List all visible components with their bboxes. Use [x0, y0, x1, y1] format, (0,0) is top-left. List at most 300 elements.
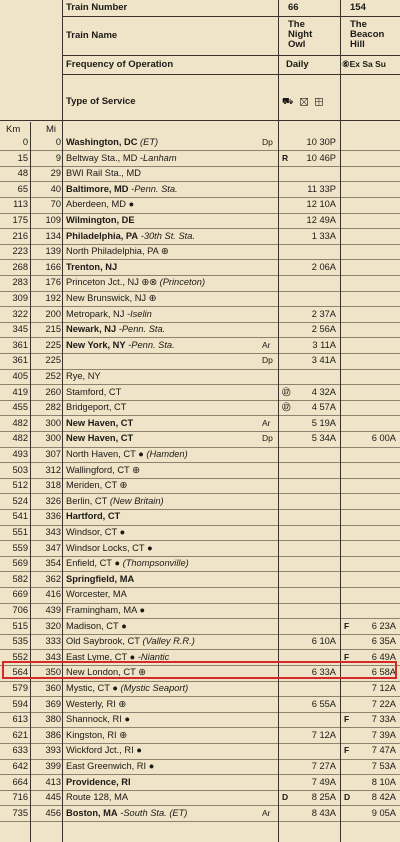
table-row [0, 197, 400, 213]
station-name [66, 619, 266, 635]
train-a-name-line: The [288, 19, 305, 30]
station-name [66, 322, 266, 338]
service-label: Type of Service [66, 96, 136, 107]
station-name [66, 400, 266, 416]
mi-value: 343 [45, 527, 61, 537]
table-row [0, 463, 400, 479]
km-value: 642 [12, 761, 28, 771]
km-value: 552 [12, 651, 28, 662]
train-a-flag: R [282, 152, 289, 163]
station-name [66, 525, 266, 541]
station-name-text: Washington, DC [66, 137, 138, 147]
station-name-text: East Greenwich, RI ● [66, 761, 155, 771]
station-name-text: Windsor Locks, CT ● [66, 542, 153, 553]
station-name [66, 541, 266, 557]
station-name-text: New Brunswick, NJ ⊕ [66, 293, 157, 303]
table-row [0, 322, 400, 338]
mi-value: 166 [45, 261, 61, 272]
station-name-text: Baltimore, MD [66, 183, 129, 194]
km-value: 669 [12, 589, 28, 600]
km-value: 512 [12, 480, 28, 491]
table-row [0, 743, 400, 759]
table-row [0, 182, 400, 198]
station-suffix: -30th St. Sta. [138, 230, 195, 241]
train-a-frequency: Daily [286, 59, 309, 70]
station-name [66, 166, 266, 182]
station-suffix: (Hamden) [143, 449, 188, 459]
table-row [0, 634, 400, 650]
station-name [66, 603, 266, 619]
station-name [66, 260, 266, 276]
station-name-text: North Philadelphia, PA ⊕ [66, 246, 169, 257]
station-name-text: Windsor, CT ● [66, 527, 126, 537]
train-b-flag: F [344, 714, 350, 725]
train-number-label: Train Number [66, 2, 128, 13]
train-a-time: 5 34A [311, 433, 336, 444]
train-b-name-line: The [350, 19, 367, 30]
train-b-time: 6 00A [371, 433, 396, 444]
table-row [0, 353, 400, 369]
train-b-time: 9 05A [371, 807, 396, 818]
km-value: 345 [12, 324, 28, 335]
km-value: 551 [12, 527, 28, 537]
train-a-time: 5 19A [311, 417, 336, 428]
train-b-time: 7 12A [371, 683, 396, 693]
station-suffix: -Niantic [135, 651, 170, 662]
mi-value: 333 [45, 636, 61, 647]
divider [62, 55, 400, 56]
arrive-depart-flag: Dp [262, 433, 273, 444]
train-a-time: 4 57A [311, 402, 336, 413]
mi-value: 109 [45, 215, 61, 225]
km-value: 541 [12, 511, 28, 522]
table-row [0, 572, 400, 588]
train-a-time: 7 12A [311, 729, 336, 740]
train-a-time: 8 43A [311, 807, 336, 818]
km-value: 613 [12, 714, 28, 725]
km-label: Km [6, 124, 21, 135]
mi-value: 9 [55, 152, 61, 163]
train-b-time: 8 10A [371, 776, 396, 787]
station-suffix: -Penn. Sta. [125, 339, 175, 350]
station-suffix: (Thompsonville) [120, 558, 189, 569]
train-a-flag: ⑰ [282, 402, 291, 413]
station-name-text: Wilmington, DE [66, 215, 135, 225]
station-name-text: Kingston, RI ⊕ [66, 729, 128, 740]
table-row [0, 681, 400, 697]
train-a-time: 2 37A [311, 308, 336, 319]
train-b-frequency [342, 59, 386, 70]
station-name [66, 759, 266, 775]
km-value: 15 [17, 152, 28, 163]
row-divider [0, 821, 400, 822]
mi-value: 369 [45, 698, 61, 709]
station-name [66, 775, 266, 791]
station-name [66, 291, 266, 307]
table-row [0, 712, 400, 728]
km-value: 594 [12, 698, 28, 709]
station-name-text: Philadelphia, PA [66, 230, 139, 241]
train-name-label: Train Name [66, 30, 118, 41]
station-name-text: Metropark, NJ [66, 308, 125, 319]
mi-value: 456 [45, 807, 61, 818]
mi-value: 29 [50, 168, 61, 179]
station-name [66, 478, 266, 494]
table-row [0, 416, 400, 432]
table-row [0, 291, 400, 307]
table-row [0, 806, 400, 822]
train-b-frequency-text: Ex Sa Su [349, 59, 387, 69]
mi-value: 386 [45, 729, 61, 740]
divider [0, 120, 400, 121]
station-name [66, 790, 266, 806]
table-row [0, 400, 400, 416]
mi-value: 312 [45, 464, 61, 475]
station-name [66, 135, 266, 151]
station-name [66, 463, 266, 479]
station-name [66, 572, 266, 588]
km-value: 735 [12, 807, 28, 818]
mi-value: 225 [45, 355, 61, 366]
mi-value: 300 [45, 433, 61, 444]
train-b-name [350, 20, 384, 50]
mi-value: 282 [45, 402, 61, 413]
station-name [66, 275, 266, 291]
highlight-box [2, 661, 397, 679]
train-a-time: 4 32A [311, 386, 336, 397]
station-name-text: Springfield, MA [66, 573, 135, 584]
station-name [66, 806, 266, 822]
km-value: 223 [12, 246, 28, 257]
train-b-time: 7 22A [371, 698, 396, 709]
km-value: 482 [12, 417, 28, 428]
mi-value: 260 [45, 386, 61, 397]
table-row [0, 307, 400, 323]
table-row [0, 338, 400, 354]
km-value: 524 [12, 495, 28, 506]
mi-value: 176 [45, 277, 61, 288]
table-row [0, 229, 400, 245]
train-a-time: 3 41A [311, 355, 336, 366]
station-name [66, 338, 266, 354]
train-a-time: 12 10A [306, 199, 336, 210]
arrive-depart-flag: Dp [262, 355, 273, 366]
mi-value: 320 [45, 620, 61, 631]
table-row [0, 151, 400, 167]
train-a-time: 6 55A [311, 698, 336, 709]
km-value: 361 [12, 339, 28, 350]
km-value: 455 [12, 402, 28, 413]
station-name [66, 369, 266, 385]
table-row [0, 135, 400, 151]
station-name-text: Route 128, MA [66, 792, 129, 803]
mi-value: 300 [45, 417, 61, 428]
train-a-flag: D [282, 792, 289, 803]
km-value: 283 [12, 277, 28, 288]
train-b-name-line: Beacon [350, 29, 385, 40]
km-value: 65 [17, 183, 28, 194]
station-name-text: East Lyme, CT ● [66, 651, 136, 662]
train-b-flag: F [344, 620, 350, 631]
km-value: 175 [12, 215, 28, 225]
station-suffix: (Mystic Seaport) [117, 683, 189, 693]
km-value: 621 [12, 729, 28, 740]
train-a-time: 7 27A [311, 761, 336, 771]
station-name-text: Trenton, NJ [66, 261, 118, 272]
station-name [66, 431, 266, 447]
station-name-text: Old Saybrook, CT [66, 636, 140, 647]
table-row [0, 166, 400, 182]
table-row [0, 541, 400, 557]
train-a-time: 7 49A [311, 776, 336, 787]
table-row [0, 525, 400, 541]
mi-value: 326 [45, 495, 61, 506]
station-suffix: (Valley R.R.) [139, 636, 195, 647]
km-value: 322 [12, 308, 28, 319]
table-row [0, 213, 400, 229]
mi-value: 139 [45, 246, 61, 257]
table-row [0, 447, 400, 463]
station-name-text: Westerly, RI ⊕ [66, 698, 127, 709]
table-row [0, 275, 400, 291]
table-row [0, 790, 400, 806]
km-value: 559 [12, 542, 28, 553]
table-row [0, 369, 400, 385]
km-value: 582 [12, 573, 28, 584]
train-a-name-line: Night [288, 29, 313, 40]
station-name-text: New Haven, CT [66, 417, 134, 428]
station-name-text: New Haven, CT [66, 433, 134, 444]
mi-value: 252 [45, 371, 61, 381]
mi-value: 347 [45, 542, 61, 553]
station-name [66, 587, 266, 603]
mi-value: 343 [45, 651, 61, 662]
train-b-time: 7 39A [371, 729, 396, 740]
train-a-name-line: Owl [288, 39, 306, 50]
table-row [0, 759, 400, 775]
station-name [66, 182, 266, 198]
km-value: 706 [12, 605, 28, 615]
station-suffix: -South Sta. (ET) [117, 807, 188, 818]
train-a-name [288, 20, 312, 50]
km-value: 482 [12, 433, 28, 444]
station-suffix: (ET) [137, 137, 159, 147]
train-a-time: 10 30P [306, 137, 336, 147]
table-row [0, 431, 400, 447]
station-name [66, 556, 266, 572]
station-name [66, 197, 266, 213]
table-row [0, 697, 400, 713]
train-b-time: 7 53A [371, 761, 396, 771]
station-suffix: -Penn. Sta. [128, 183, 178, 194]
train-b-flag: F [344, 745, 350, 756]
train-b-time: 7 47A [371, 745, 396, 756]
mi-value: 393 [45, 745, 61, 756]
station-name-text: Rye, NY [66, 371, 101, 381]
station-name [66, 681, 266, 697]
table-row [0, 775, 400, 791]
mi-value: 225 [45, 339, 61, 350]
station-name [66, 385, 266, 401]
mi-value: 362 [45, 573, 61, 584]
mi-value: 192 [45, 293, 61, 303]
train-a-number: 66 [288, 2, 299, 13]
station-name [66, 494, 266, 510]
station-name [66, 743, 266, 759]
station-name-text: New York, NY [66, 339, 126, 350]
table-row [0, 244, 400, 260]
freq-symbol-icon: ⑥ [342, 59, 350, 69]
train-b-time: 6 49A [371, 651, 396, 662]
table-row [0, 494, 400, 510]
station-name-text: Wallingford, CT ⊕ [66, 464, 140, 475]
station-name-text: New London, CT ⊕ [66, 667, 146, 678]
mi-value: 416 [45, 589, 61, 600]
mi-value: 200 [45, 308, 61, 319]
train-a-time: 10 46P [306, 152, 336, 163]
train-a-time: 2 56A [311, 324, 336, 335]
divider [62, 16, 400, 17]
table-row [0, 556, 400, 572]
station-name-text: BWI Rail Sta., MD [66, 168, 141, 179]
mi-value: 318 [45, 480, 61, 491]
station-name-text: Madison, CT ● [66, 620, 127, 631]
table-row [0, 385, 400, 401]
train-b-number: 154 [350, 2, 366, 13]
mi-value: 439 [45, 605, 61, 615]
station-name-text: Princeton Jct., NJ ⊕⊗ [66, 277, 158, 288]
train-a-time: 2 06A [311, 261, 336, 272]
km-value: 515 [12, 620, 28, 631]
km-value: 716 [12, 792, 28, 803]
station-name-text: Shannock, RI ● [66, 714, 131, 725]
km-value: 361 [12, 355, 28, 366]
arrive-depart-flag: Ar [262, 339, 271, 350]
km-value: 113 [13, 199, 28, 210]
km-value: 309 [12, 293, 28, 303]
train-a-time: 3 11A [312, 339, 336, 350]
station-suffix: (Princeton) [157, 277, 206, 288]
train-a-time: 8 25A [311, 792, 336, 803]
km-value: 569 [12, 558, 28, 569]
station-name-text: Newark, NJ [66, 324, 117, 335]
mi-label: Mi [46, 124, 57, 135]
km-value: 664 [12, 776, 28, 787]
train-b-flag: D [344, 792, 351, 803]
station-name-text: Bridgeport, CT [66, 402, 127, 413]
arrive-depart-flag: Dp [262, 137, 273, 147]
train-a-time: 6 10A [311, 636, 336, 647]
station-name [66, 151, 266, 167]
train-b-time: 6 35A [371, 636, 396, 647]
mi-value: 134 [45, 230, 61, 241]
train-a-flag: ⑰ [282, 386, 291, 397]
station-name-text: Boston, MA [66, 807, 118, 818]
station-name [66, 634, 266, 650]
table-row [0, 509, 400, 525]
arrive-depart-flag: Ar [262, 417, 271, 428]
mi-value: 445 [45, 792, 61, 803]
arrive-depart-flag: Ar [262, 807, 271, 818]
mi-value: 307 [45, 449, 61, 459]
station-name-text: North Haven, CT ● [66, 449, 144, 459]
train-a-time: 1 33A [311, 230, 336, 241]
station-name [66, 697, 266, 713]
table-row [0, 478, 400, 494]
station-name [66, 728, 266, 744]
mi-value: 70 [50, 199, 61, 210]
station-name [66, 416, 266, 432]
frequency-label: Frequency of Operation [66, 59, 174, 70]
km-value: 564 [12, 667, 28, 678]
station-suffix: -Iselin [124, 308, 152, 319]
train-b-time: 6 58A [371, 667, 396, 678]
mi-value: 354 [45, 558, 61, 569]
km-value: 405 [12, 371, 28, 381]
station-name [66, 229, 266, 245]
station-name [66, 244, 266, 260]
mi-value: 350 [45, 667, 61, 678]
train-b-flag: F [344, 651, 350, 662]
station-name-text: Mystic, CT ● [66, 683, 118, 693]
table-row [0, 587, 400, 603]
station-suffix: (New Britain) [107, 495, 164, 506]
km-value: 535 [12, 636, 28, 647]
table-row [0, 728, 400, 744]
station-suffix: -Lanham [137, 152, 177, 163]
service-icons: ⛟ ⊠ ⊞ [282, 96, 326, 106]
km-value: 48 [17, 168, 28, 179]
station-name-text: Wickford Jct., RI ● [66, 745, 142, 756]
km-value: 268 [12, 261, 28, 272]
km-value: 0 [22, 137, 28, 147]
station-name-text: Beltway Sta., MD [66, 152, 138, 163]
km-value: 503 [12, 464, 28, 475]
station-name-text: Framingham, MA ● [66, 605, 145, 615]
station-name [66, 712, 266, 728]
km-value: 216 [12, 230, 28, 241]
mi-value: 0 [55, 137, 61, 147]
station-name-text: Stamford, CT [66, 386, 122, 397]
station-name [66, 447, 266, 463]
station-name-text: Aberdeen, MD ● [66, 199, 135, 210]
train-b-time: 8 42A [371, 792, 396, 803]
station-name-text: Worcester, MA [66, 589, 127, 600]
train-a-time: 12 49A [306, 215, 336, 225]
station-name-text: Enfield, CT ● [66, 558, 121, 569]
station-name-text: Providence, RI [66, 776, 131, 787]
station-name-text: Hartford, CT [66, 511, 121, 522]
station-name [66, 307, 266, 323]
km-value: 419 [12, 386, 28, 397]
km-value: 579 [12, 683, 28, 693]
table-row [0, 260, 400, 276]
table-row [0, 619, 400, 635]
mi-value: 413 [45, 776, 61, 787]
train-b-time: 7 33A [371, 714, 396, 725]
mi-value: 360 [45, 683, 61, 693]
km-value: 493 [12, 449, 28, 459]
train-b-name-line: Hill [350, 39, 365, 50]
mi-value: 40 [50, 183, 61, 194]
mi-value: 215 [45, 324, 61, 335]
mi-value: 336 [45, 511, 61, 522]
station-name [66, 509, 266, 525]
km-value: 633 [12, 745, 28, 756]
divider [62, 74, 400, 75]
station-suffix: -Penn. Sta. [116, 324, 166, 335]
station-name-text: Meriden, CT ⊕ [66, 480, 128, 491]
